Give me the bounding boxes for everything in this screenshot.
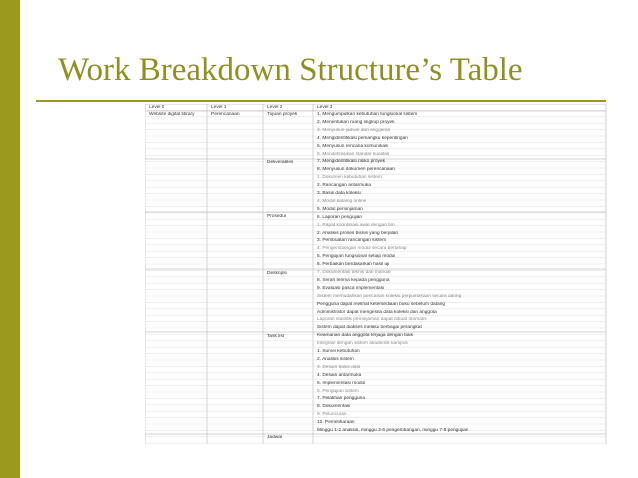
task-line: Pengguna dapat melihat ketersediaan buku sebelum datang <box>317 301 446 307</box>
task-line: 5. Menyusun rencana komunikasi <box>317 143 389 149</box>
task-line: 2. Analisis sistem <box>317 356 354 362</box>
task-line: 8. Menyusun dokumen perencanaan <box>317 167 395 173</box>
wbs-spreadsheet-image <box>145 104 607 444</box>
task-line: 8. Dokumentasi <box>317 404 351 410</box>
task-line: 3. Desain basis data <box>317 364 361 370</box>
header-level-2: Level 2 <box>267 105 283 110</box>
task-line: 3. Pembuatan rancangan sistem <box>317 238 387 244</box>
level-2-item: Jadwal <box>267 435 282 440</box>
level-0-cell: Website digital library <box>149 112 195 117</box>
task-line: 1. Mengumpulkan kebutuhan fungsional sistem <box>317 112 418 117</box>
header-level-1: Level 1 <box>211 105 227 110</box>
task-line: Administrator dapat mengelola data koleksi dan anggota <box>317 309 437 315</box>
level-2-item: Tujuan proyek <box>267 112 298 117</box>
header-level-0: Level 0 <box>149 105 165 110</box>
task-line: 6. Laporan pengujian <box>317 214 363 220</box>
task-line: 1. Rapat koordinasi awal dengan tim <box>317 222 395 228</box>
task-line: 7. Dokumentasi teknis dan manual <box>317 270 391 275</box>
task-line: 2. Analisis proses bisnis yang berjalan <box>317 230 399 236</box>
task-line: 6. Mendefinisikan standar kualitas <box>317 151 390 157</box>
task-line: Minggu 1-2 analisis, minggu 3-6 pengembangan, minggu 7-8 pengujian <box>317 428 469 433</box>
task-line: 7. Mengidentifikasi risiko proyek <box>317 159 385 165</box>
task-line: 8. Serah terima kepada pengguna <box>317 277 390 283</box>
level-1-cell: Perencanaan <box>211 112 240 117</box>
task-line: 9. Peluncuran <box>317 412 347 418</box>
level-2-item: Prosedur <box>267 214 287 219</box>
task-line: 7. Pelatihan pengguna <box>317 396 366 402</box>
task-line: Integrasi dengan sistem akademik kampus <box>317 341 408 347</box>
task-line: 9. Evaluasi pasca implementasi <box>317 285 385 291</box>
task-line: Sistem memudahkan pencarian koleksi perpustakaan secara daring <box>317 293 462 299</box>
task-line: 4. Modul katalog online <box>317 198 367 204</box>
task-line: 5. Modul peminjaman <box>317 206 363 212</box>
task-line: 1. Dokumen kebutuhan sistem <box>317 175 382 181</box>
task-line: 4. Pengembangan modul secara bertahap <box>317 246 407 252</box>
left-accent-stripe <box>0 0 20 478</box>
task-line: 5. Pengujian fungsional setiap modul <box>317 254 396 260</box>
task-line: Laporan statistik peminjaman dapat dibuat otomatis <box>317 317 427 323</box>
slide-title: Work Breakdown Structure’s Table <box>58 52 523 88</box>
task-line: 4. Desain antarmuka <box>317 372 362 378</box>
task-line: 2. Rancangan antarmuka <box>317 183 371 189</box>
task-line: 6. Perbaikan berdasarkan hasil uji <box>317 262 390 268</box>
task-line: 10. Pemeliharaan <box>317 420 355 426</box>
task-line: 1. Survei kebutuhan <box>317 349 360 354</box>
task-line: 6. Pengujian sistem <box>317 388 359 394</box>
header-level-3: Level 3 <box>317 105 333 110</box>
task-line: Sistem dapat diakses melalui berbagai perangkat <box>317 325 422 331</box>
task-line: 4. Mengidentifikasi pemangku kepentingan <box>317 135 408 141</box>
task-line: 3. Basis data koleksi <box>317 191 361 196</box>
task-line: 3. Menyusun jadwal dan anggaran <box>317 127 391 133</box>
level-2-item: Deskripsi <box>267 271 287 276</box>
title-underline <box>36 100 606 102</box>
level-2-item: Task list <box>267 334 285 339</box>
task-line: 5. Implementasi modul <box>317 380 366 386</box>
task-line: 2. Menentukan ruang lingkup proyek <box>317 119 395 125</box>
task-line: Keamanan data anggota terjaga dengan baik <box>317 333 414 339</box>
level-2-item: Deliverables <box>267 160 294 165</box>
